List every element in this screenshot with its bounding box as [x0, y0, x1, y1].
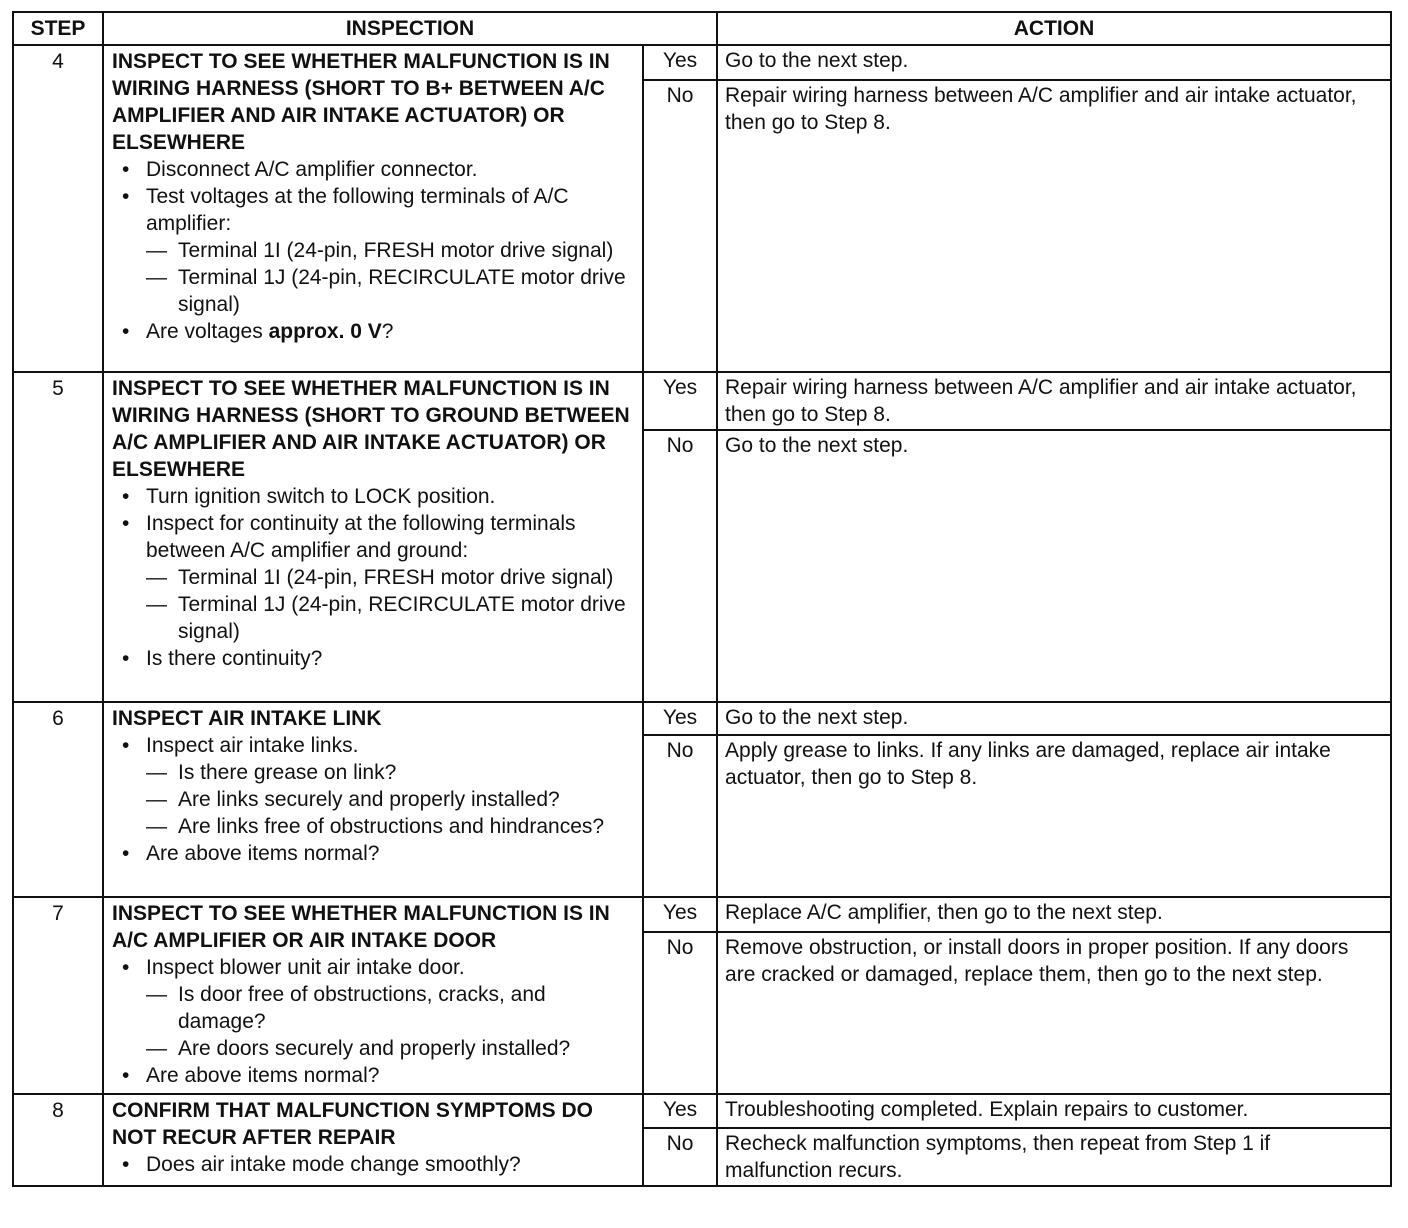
checklist-item-text: Are above items normal? [146, 842, 380, 865]
sub-checklist-item: — Terminal 1J (24-pin, RECIRCULATE motor drive signal) [146, 591, 634, 645]
checklist-item-text: Does air intake mode change smoothly? [146, 1153, 521, 1176]
header-row [13, 12, 1391, 45]
checklist-item [112, 1151, 634, 1178]
inspection-cell [103, 1094, 643, 1186]
checklist-item [112, 183, 634, 318]
yes-label: Yes [643, 702, 717, 735]
step-number: 8 [13, 1094, 103, 1186]
yes-action: Go to the next step. [717, 45, 1391, 80]
inspection-checklist [112, 732, 634, 867]
yes-label: Yes [643, 45, 717, 80]
inspection-cell [103, 45, 643, 372]
checklist-item-text: Turn ignition switch to LOCK position. [146, 485, 496, 508]
inspection-heading: INSPECT AIR INTAKE LINK [112, 707, 382, 730]
checklist-item-text: Inspect for continuity at the following terminals between A/C amplifier and ground: [146, 512, 576, 562]
no-action: Remove obstruction, or install doors in proper position. If any doors are cracked or damaged, replace them, then go to the next step. [717, 932, 1391, 1094]
no-label: No [643, 80, 717, 372]
yes-label: Yes [643, 1094, 717, 1128]
inspection-cell [103, 372, 643, 702]
yes-label: Yes [643, 897, 717, 932]
yes-label: Yes [643, 372, 717, 430]
checklist-item-emphasis: approx. 0 V [268, 320, 382, 343]
inspection-cell [103, 897, 643, 1094]
table-row [13, 45, 1391, 80]
table-row [13, 372, 1391, 430]
inspection-checklist [112, 483, 634, 672]
inspection-cell [103, 702, 643, 897]
sub-checklist-item: — Terminal 1J (24-pin, RECIRCULATE motor drive signal) [146, 264, 634, 318]
sub-checklist [146, 237, 634, 318]
checklist-item-text: Inspect air intake links. [146, 734, 359, 757]
sub-checklist-item: — Is door free of obstructions, cracks, and damage? [146, 981, 634, 1035]
checklist-item [112, 645, 634, 672]
sub-checklist-item: — Is there grease on link? [146, 759, 634, 786]
no-label: No [643, 735, 717, 897]
checklist-item [112, 483, 634, 510]
checklist-item-text: Inspect blower unit air intake door. [146, 956, 465, 979]
no-action: Go to the next step. [717, 430, 1391, 702]
checklist-item-text: Test voltages at the following terminals of A/C amplifier: [146, 185, 569, 235]
table-body [13, 45, 1391, 1186]
yes-action: Repair wiring harness between A/C amplifier and air intake actuator, then go to Step 8. [717, 372, 1391, 430]
sub-checklist [146, 759, 634, 840]
checklist-item [112, 318, 634, 345]
inspection-checklist [112, 156, 634, 345]
header-inspection: INSPECTION [103, 12, 717, 45]
no-label: No [643, 932, 717, 1094]
checklist-item-text: Are voltages [146, 320, 269, 343]
step-number: 6 [13, 702, 103, 897]
sub-checklist-item: — Are links free of obstructions and hindrances? [146, 813, 634, 840]
table-row [13, 1094, 1391, 1128]
inspection-checklist [112, 1151, 634, 1178]
sub-checklist-item: — Are doors securely and properly installed? [146, 1035, 634, 1062]
no-label: No [643, 1128, 717, 1186]
table-row [13, 897, 1391, 932]
step-number: 4 [13, 45, 103, 372]
checklist-item [112, 156, 634, 183]
header-step: STEP [13, 12, 103, 45]
checklist-item [112, 510, 634, 645]
step-number: 5 [13, 372, 103, 702]
checklist-item-text: Is there continuity? [146, 647, 323, 670]
yes-action: Go to the next step. [717, 702, 1391, 735]
checklist-item [112, 954, 634, 1062]
sub-checklist-item: — Terminal 1I (24-pin, FRESH motor drive signal) [146, 564, 634, 591]
header-action: ACTION [717, 12, 1391, 45]
inspection-heading: INSPECT TO SEE WHETHER MALFUNCTION IS IN A/C AMPLIFIER OR AIR INTAKE DOOR [112, 902, 610, 952]
no-action: Recheck malfunction symptoms, then repeat from Step 1 if malfunction recurs. [717, 1128, 1391, 1186]
sub-checklist-item: — Terminal 1I (24-pin, FRESH motor drive signal) [146, 237, 634, 264]
inspection-heading: INSPECT TO SEE WHETHER MALFUNCTION IS IN WIRING HARNESS (SHORT TO B+ BETWEEN A/C AMPLIFIER AND AIR INTAKE ACTUATOR) OR ELSEWHERE [112, 50, 610, 154]
table-row [13, 702, 1391, 735]
checklist-item [112, 732, 634, 840]
no-label: No [643, 430, 717, 702]
inspection-checklist [112, 954, 634, 1089]
troubleshooting-document [12, 11, 1390, 1187]
no-action: Repair wiring harness between A/C amplifier and air intake actuator, then go to Step 8. [717, 80, 1391, 372]
checklist-item-text: Disconnect A/C amplifier connector. [146, 158, 478, 181]
sub-checklist [146, 981, 634, 1062]
checklist-item [112, 840, 634, 867]
no-action: Apply grease to links. If any links are damaged, replace air intake actuator, then go to Step 8. [717, 735, 1391, 897]
step-number: 7 [13, 897, 103, 1094]
inspection-heading: CONFIRM THAT MALFUNCTION SYMPTOMS DO NOT RECUR AFTER REPAIR [112, 1099, 594, 1149]
inspection-heading: INSPECT TO SEE WHETHER MALFUNCTION IS IN WIRING HARNESS (SHORT TO GROUND BETWEEN A/C AMPLIFIER AND AIR INTAKE ACTUATOR) OR ELSEWHERE [112, 377, 630, 481]
sub-checklist [146, 564, 634, 645]
checklist-item-text: Are above items normal? [146, 1064, 380, 1087]
yes-action: Troubleshooting completed. Explain repairs to customer. [717, 1094, 1391, 1128]
yes-action: Replace A/C amplifier, then go to the next step. [717, 897, 1391, 932]
checklist-item [112, 1062, 634, 1089]
checklist-item-suffix: ? [381, 320, 394, 343]
troubleshooting-table [12, 11, 1392, 1187]
sub-checklist-item: — Are links securely and properly installed? [146, 786, 634, 813]
